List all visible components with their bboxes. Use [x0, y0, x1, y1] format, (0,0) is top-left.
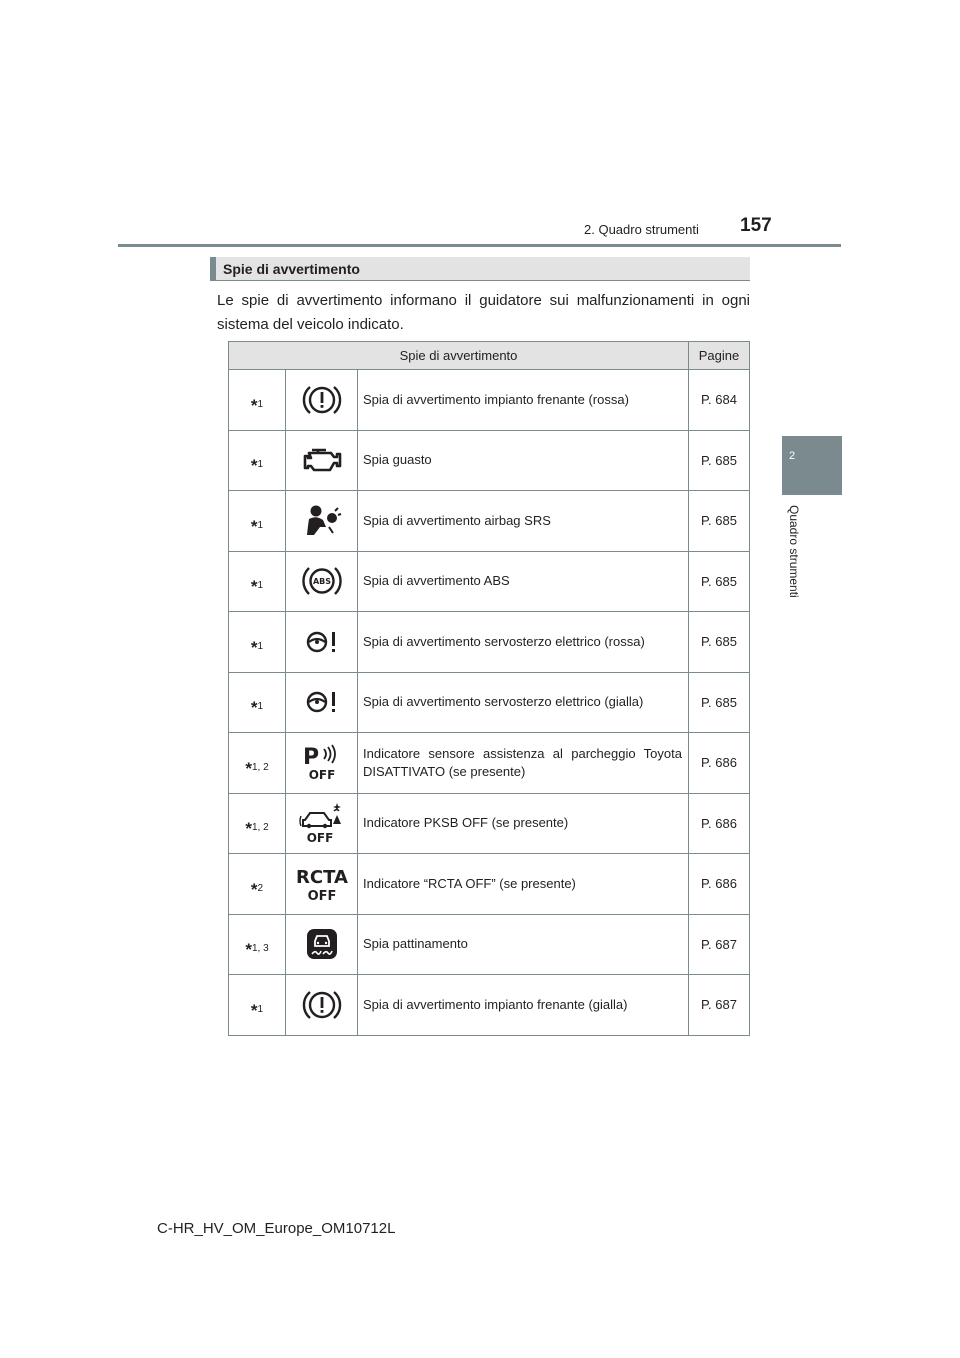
asterisk-mark: * — [250, 456, 258, 476]
page-reference: P. 685 — [689, 551, 750, 612]
table-row — [229, 491, 750, 552]
page-reference: P. 684 — [689, 370, 750, 431]
chapter-tab-number: 2 — [788, 450, 796, 462]
footnote-ref: 1 — [257, 580, 264, 592]
table-row — [229, 430, 750, 491]
svg-text:OFF: OFF — [306, 831, 333, 845]
footnote-mark-cell — [229, 491, 286, 552]
table-row — [229, 612, 750, 673]
asterisk-mark: * — [250, 516, 258, 536]
table-row — [229, 914, 750, 975]
header-section-title: 2. Quadro strumenti — [584, 222, 699, 237]
asterisk-mark: * — [250, 577, 258, 597]
warning-lights-table — [228, 341, 750, 1036]
page-number: 157 — [740, 215, 772, 236]
section-heading-accent — [210, 257, 216, 281]
warning-description: Spia di avvertimento airbag SRS — [358, 491, 689, 552]
header-rule — [118, 244, 841, 247]
chapter-tab — [782, 436, 842, 495]
footnote-mark-cell — [229, 733, 286, 794]
footnote-mark-cell — [229, 370, 286, 431]
warning-description: Spia di avvertimento impianto frenante (gialla) — [358, 975, 689, 1036]
warning-description: Indicatore sensore assistenza al parcheggio Toyota DISATTIVATO (se presente) — [358, 733, 689, 794]
power-steering-icon — [286, 672, 358, 733]
page-reference: P. 687 — [689, 914, 750, 975]
pksb-off-icon — [286, 793, 358, 854]
parking-sensor-off-icon — [286, 733, 358, 794]
footnote-ref: 1 — [257, 398, 264, 410]
table-row — [229, 854, 750, 915]
page-reference: P. 687 — [689, 975, 750, 1036]
section-heading: Spie di avvertimento — [223, 261, 360, 277]
table-row — [229, 793, 750, 854]
asterisk-mark: * — [250, 637, 258, 657]
page-reference: P. 685 — [689, 612, 750, 673]
footnote-ref: 1, 2 — [251, 761, 269, 773]
asterisk-mark: * — [250, 879, 258, 899]
warning-description: Spia pattinamento — [358, 914, 689, 975]
asterisk-mark: * — [250, 1000, 258, 1020]
footnote-ref: 1 — [257, 701, 264, 713]
brake-warning-icon — [286, 370, 358, 431]
footnote-ref: 1 — [257, 640, 264, 652]
svg-text:RCTA: RCTA — [295, 866, 348, 888]
airbag-srs-icon — [286, 491, 358, 552]
svg-text:P: P — [302, 744, 319, 770]
page-reference: P. 686 — [689, 854, 750, 915]
footnote-ref: 2 — [257, 882, 264, 894]
warning-description: Indicatore “RCTA OFF” (se presente) — [358, 854, 689, 915]
page-reference: P. 685 — [689, 430, 750, 491]
page-reference: P. 685 — [689, 491, 750, 552]
footnote-mark-cell — [229, 975, 286, 1036]
footnote-mark-cell — [229, 672, 286, 733]
warning-description: Spia di avvertimento servosterzo elettrico (rossa) — [358, 612, 689, 673]
asterisk-mark: * — [245, 758, 252, 778]
asterisk-mark: * — [245, 819, 252, 839]
footnote-mark-cell — [229, 612, 286, 673]
warning-description: Spia di avvertimento servosterzo elettrico (gialla) — [358, 672, 689, 733]
warning-description: Indicatore PKSB OFF (se presente) — [358, 793, 689, 854]
chapter-tab-label: Quadro strumenti — [787, 505, 801, 598]
svg-text:ABS: ABS — [312, 577, 331, 587]
asterisk-mark: * — [245, 940, 252, 960]
footnote-mark-cell — [229, 793, 286, 854]
asterisk-mark: * — [250, 698, 258, 718]
intro-paragraph: Le spie di avvertimento informano il guidatore sui malfunzionamenti in ogni sistema del veicolo indicato. — [217, 292, 750, 333]
power-steering-icon — [286, 612, 358, 673]
footnote-ref: 1, 3 — [251, 943, 269, 955]
brake-warning-icon — [286, 975, 358, 1036]
svg-text:OFF: OFF — [307, 888, 336, 904]
footnote-ref: 1 — [257, 519, 264, 531]
warning-description: Spia guasto — [358, 430, 689, 491]
header-warning-lights: Spie di avvertimento — [229, 342, 689, 370]
asterisk-mark: * — [250, 395, 258, 415]
page-reference: P. 685 — [689, 672, 750, 733]
table-row — [229, 975, 750, 1036]
page-reference: P. 686 — [689, 733, 750, 794]
table-row — [229, 733, 750, 794]
abs-icon — [286, 551, 358, 612]
svg-text:OFF: OFF — [308, 767, 335, 782]
header-pages: Pagine — [689, 342, 750, 370]
table-row — [229, 370, 750, 431]
engine-malfunction-icon — [286, 430, 358, 491]
footnote-mark-cell — [229, 430, 286, 491]
slip-indicator-icon — [286, 914, 358, 975]
document-footer-code: C-HR_HV_OM_Europe_OM10712L — [157, 1220, 396, 1237]
footnote-mark-cell — [229, 854, 286, 915]
footnote-mark-cell — [229, 551, 286, 612]
footnote-ref: 1 — [257, 1003, 264, 1015]
warning-description: Spia di avvertimento impianto frenante (rossa) — [358, 370, 689, 431]
table-row — [229, 551, 750, 612]
warning-description: Spia di avvertimento ABS — [358, 551, 689, 612]
rcta-off-icon — [286, 854, 358, 915]
table-header-row — [229, 342, 750, 370]
footnote-ref: 1 — [257, 459, 264, 471]
page-reference: P. 686 — [689, 793, 750, 854]
table-row — [229, 672, 750, 733]
footnote-mark-cell — [229, 914, 286, 975]
footnote-ref: 1, 2 — [251, 822, 269, 834]
